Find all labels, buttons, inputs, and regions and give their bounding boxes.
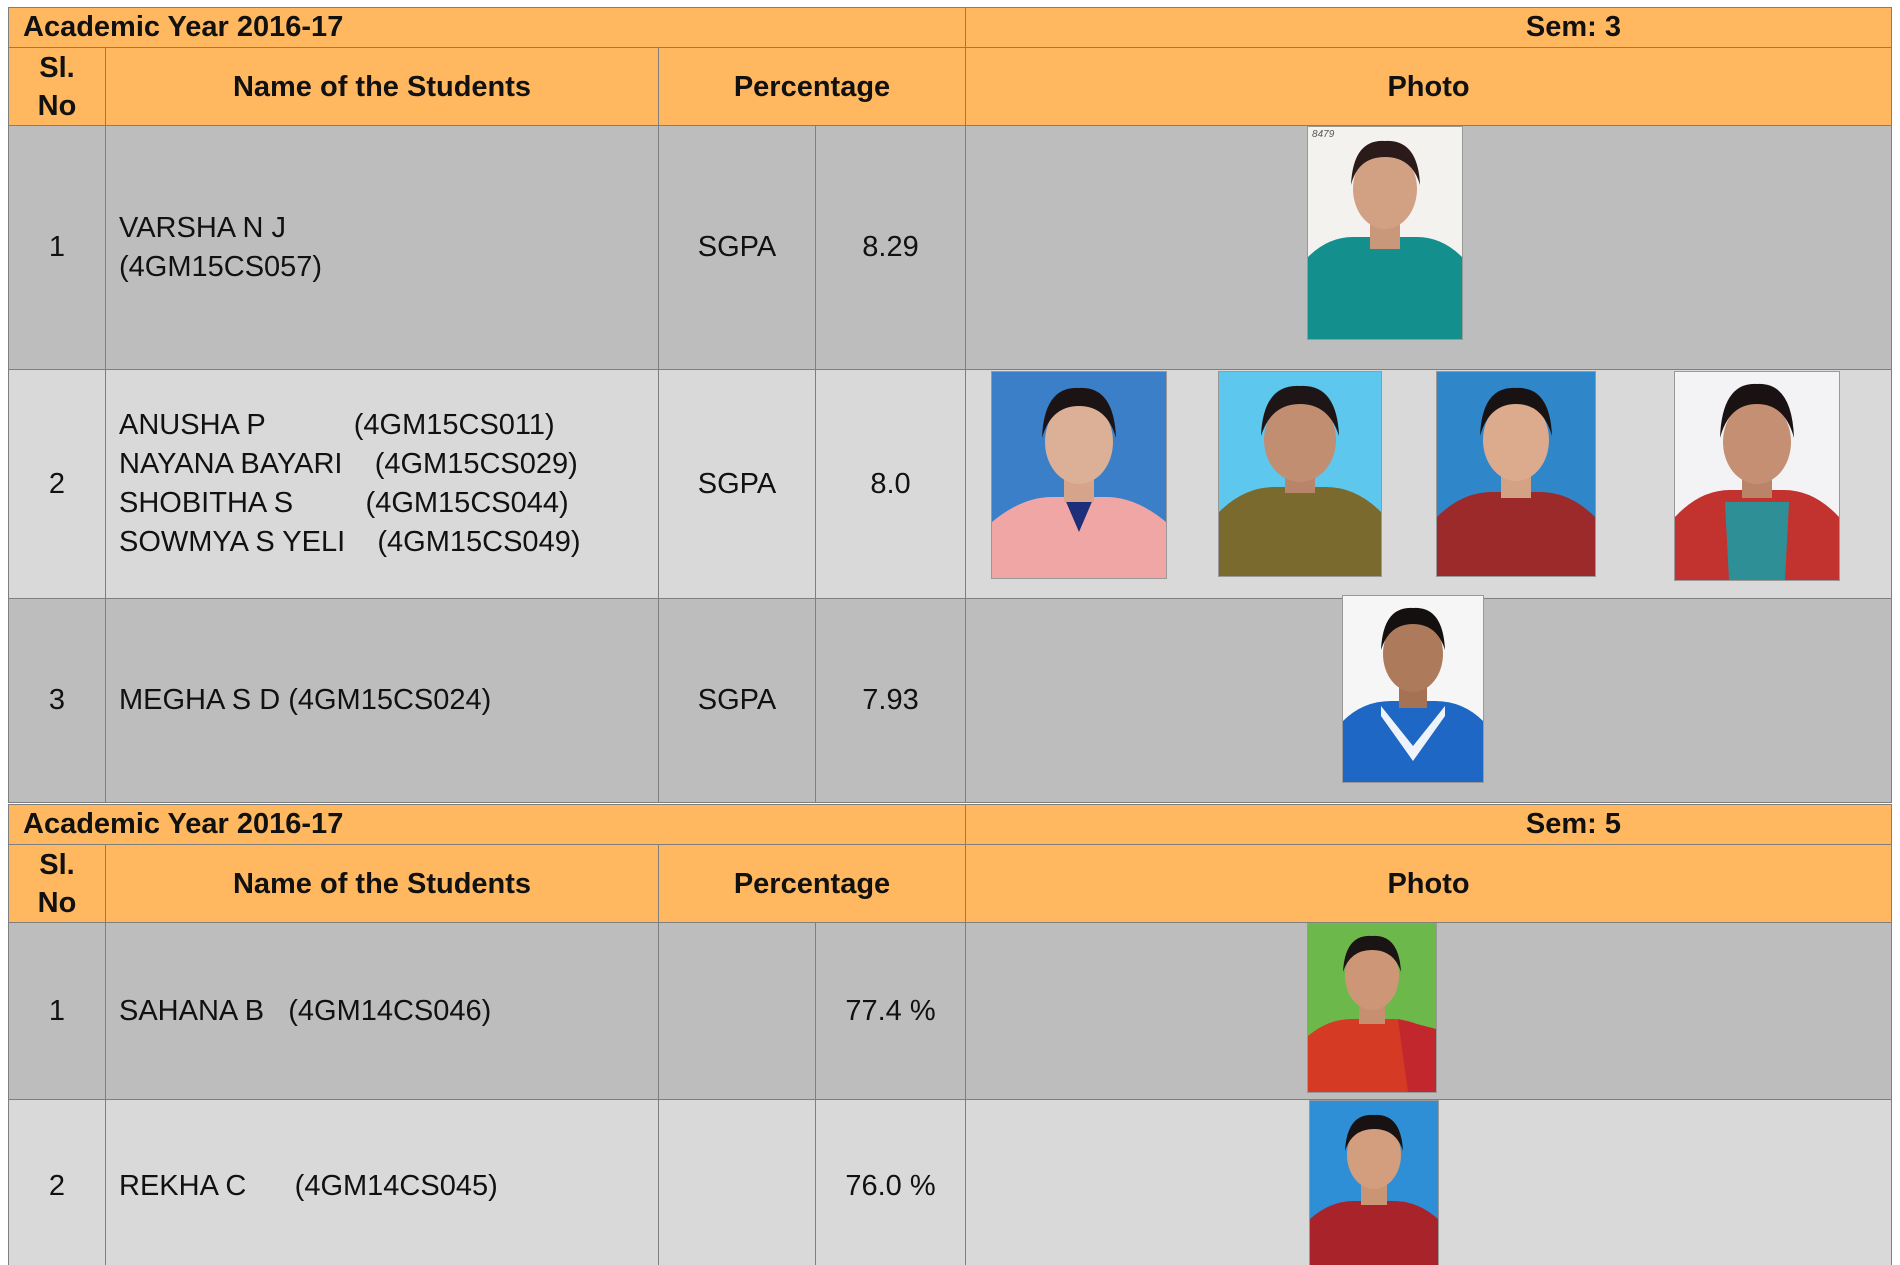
photo-cell [966, 1100, 1892, 1265]
academic-year-label: Academic Year 2016-17 [9, 805, 966, 845]
student-photo [1307, 126, 1463, 340]
student-names [106, 370, 659, 599]
student-photo [1307, 923, 1437, 1093]
photo-cell [966, 126, 1892, 370]
sl-no: 2 [9, 370, 106, 599]
grade-value: 8.29 [816, 126, 966, 370]
grade-type: SGPA [659, 599, 816, 803]
sl-no: 1 [9, 923, 106, 1100]
semester-label: Sem: 5 [966, 805, 1892, 845]
sl-no: 3 [9, 599, 106, 803]
photo-cell [966, 599, 1892, 803]
student-names [106, 1100, 659, 1265]
student-name-line: MEGHA S D (4GM15CS024) [119, 684, 492, 716]
grade-value: 76.0 % [816, 1100, 966, 1265]
student-name-line: VARSHA N J [119, 211, 287, 244]
student-name-line: NAYANA BAYARI (4GM15CS029) [119, 448, 578, 480]
grade-type: SGPA [659, 370, 816, 599]
section-header-bar [9, 805, 1892, 845]
column-header-row [9, 845, 1892, 923]
photo-tag: 8479 [1312, 129, 1335, 140]
table-row [9, 1100, 1892, 1265]
grade-type: SGPA [659, 126, 816, 370]
student-name-line: REKHA C (4GM14CS045) [119, 1170, 498, 1202]
sl-no: 2 [9, 1100, 106, 1265]
sl-no: 1 [9, 126, 106, 370]
col-header-sl-no: Sl. No [9, 48, 106, 126]
photo-cell [966, 923, 1892, 1100]
grade-type [659, 1100, 816, 1265]
student-photo [991, 371, 1167, 579]
col-header-name: Name of the Students [106, 845, 659, 923]
grade-value: 77.4 % [816, 923, 966, 1100]
table-row [9, 370, 1892, 599]
results-table-sem-5 [8, 804, 1892, 1265]
results-table-sem-3 [8, 7, 1892, 803]
col-header-photo: Photo [966, 48, 1892, 126]
col-header-photo: Photo [966, 845, 1892, 923]
student-names [106, 599, 659, 803]
student-photo [1674, 371, 1840, 581]
table-row [9, 126, 1892, 370]
grade-type [659, 923, 816, 1100]
student-photo [1309, 1100, 1439, 1265]
student-name-line: SOWMYA S YELI (4GM15CS049) [119, 526, 581, 558]
column-header-row [9, 48, 1892, 126]
student-photo [1342, 595, 1484, 783]
student-name-line: SHOBITHA S (4GM15CS044) [119, 487, 569, 519]
table-row [9, 599, 1892, 803]
col-header-name: Name of the Students [106, 48, 659, 126]
student-names [106, 126, 659, 370]
col-header-sl-no: Sl. No [9, 845, 106, 923]
photo-cell [966, 370, 1892, 599]
table-row [9, 923, 1892, 1100]
student-photo [1218, 371, 1382, 577]
student-names [106, 923, 659, 1100]
col-header-percentage: Percentage [659, 845, 966, 923]
student-name-line: SAHANA B (4GM14CS046) [119, 994, 492, 1027]
grade-value: 7.93 [816, 599, 966, 803]
semester-label: Sem: 3 [966, 8, 1892, 48]
grade-value: 8.0 [816, 370, 966, 599]
student-photo [1436, 371, 1596, 577]
col-header-percentage: Percentage [659, 48, 966, 126]
academic-year-label: Academic Year 2016-17 [9, 8, 966, 48]
section-header-bar [9, 8, 1892, 48]
student-name-line: ANUSHA P (4GM15CS011) [119, 409, 555, 441]
student-name-line: (4GM15CS057) [119, 250, 323, 283]
